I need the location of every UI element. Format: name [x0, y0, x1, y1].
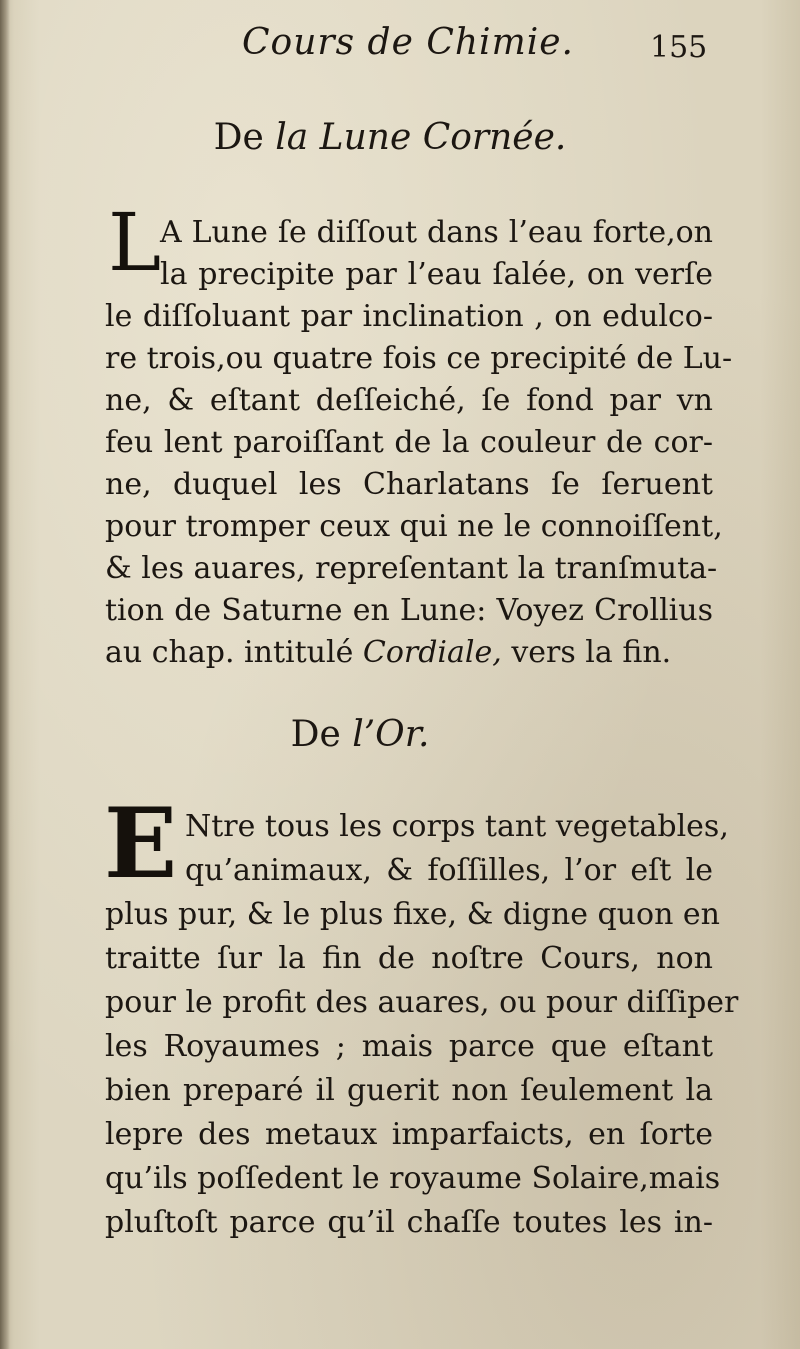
last-line-end: vers la fin. — [501, 635, 672, 670]
paragraph-line: le diſſoluant par inclination , on edulco- — [105, 299, 713, 334]
section-title-or — [0, 714, 760, 755]
section-title-lune — [0, 117, 790, 158]
page-number: 155 — [650, 30, 708, 65]
paragraph-last-line — [105, 632, 713, 674]
last-line-start: au chap. intitulé — [105, 635, 363, 670]
section-title-italic: l’Or. — [352, 714, 430, 755]
paragraph-line: & les auares, repreſentant la tranſmuta- — [105, 551, 718, 586]
paragraph-line: pour le profit des auares, ou pour diſſiper — [105, 985, 739, 1020]
paragraph-line: plus pur, & le plus fixe, & digne quon en — [105, 897, 720, 932]
paragraph-line: les Royaumes ; mais parce que eſtant — [105, 1029, 713, 1064]
paragraph-line: A Lune ſe diſſout dans l’eau forte,on — [160, 215, 713, 250]
paragraph-line: ne, & eſtant deſſeiché, ſe fond par vn — [105, 383, 713, 418]
paragraph-line: pour tromper ceux qui ne le connoiſſent, — [105, 509, 723, 544]
section-title-prefix: De — [290, 714, 353, 755]
paragraph-line: pluſtoſt parce qu’il chaſſe toutes les in- — [105, 1205, 713, 1240]
paragraph-line: re trois,ou quatre fois ce precipité de Lu- — [105, 341, 733, 376]
paragraph-line: la precipite par l’eau ſalée, on verſe — [160, 257, 713, 292]
paragraph-line: bien preparé il guerit non ſeulement la — [105, 1073, 713, 1108]
paragraph-line: qu’ils poſſedent le royaume Solaire,mais — [105, 1161, 721, 1196]
paragraph-line: feu lent paroiſſant de la couleur de cor- — [105, 425, 713, 460]
drop-cap-e: E — [104, 787, 178, 900]
section-title-italic: la Lune Cornée. — [275, 117, 567, 158]
section-title-prefix: De — [213, 117, 276, 158]
paragraph-line: Ntre tous les corps tant vegetables, — [185, 809, 729, 844]
paragraph-line: ne, duquel les Charlatans ſe ſeruent — [105, 467, 713, 502]
drop-cap-l: L — [108, 196, 162, 289]
book-title-cordiale: Cordiale, — [362, 635, 502, 670]
page-gutter — [0, 0, 10, 1349]
paragraph-line: lepre des metaux imparfaicts, en ſorte — [105, 1117, 713, 1152]
paragraph-line: traitte ſur la fin de noſtre Cours, non — [105, 941, 713, 976]
paragraph-line: qu’animaux, & foſſilles, l’or eſt le — [185, 853, 713, 888]
paragraph-line: tion de Saturne en Lune: Voyez Crollius — [105, 593, 713, 628]
running-head: Cours de Chimie. — [242, 22, 574, 63]
